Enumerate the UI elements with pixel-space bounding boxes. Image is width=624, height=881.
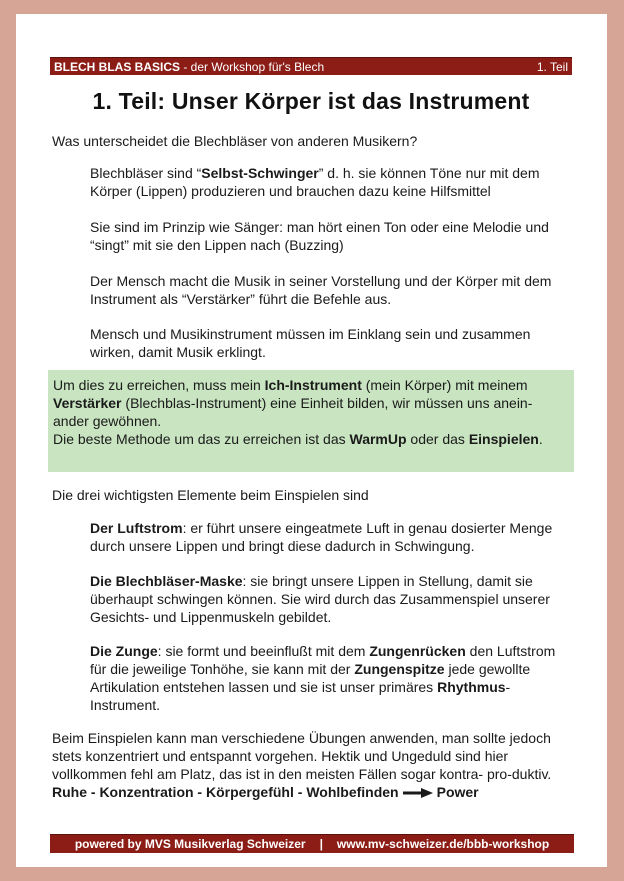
intro-question: Was unterscheidet die Blechbläser von anderen Musikern? [52,133,418,149]
document-page [16,14,607,867]
elements-intro: Die drei wichtigsten Elemente beim Einspielen sind [52,487,369,503]
footer-separator: | [319,837,323,851]
element-maske: Die Blechbläser-Maske: sie bringt unsere Lippen in Stellung, damit sie überhaupt schwingen können. Sie wird durch das Zusammenspiel unserer Gesichts- und Lippenmuskeln gebildet. [90,573,550,625]
footer-url-link[interactable]: www.mv-schweizer.de/bbb-workshop [336,837,550,851]
paragraph-vorstellung: Der Mensch macht die Musik in seiner Vorstellung und der Körper mit dem Instrument als “Verstärker” führt die Befehle aus. [90,273,552,307]
paragraph-saenger: Sie sind im Prinzip wie Sänger: man hört einen Ton oder eine Melodie und “singt” mit sie den Lippen nach (Buzzing) [90,219,549,253]
header-bar [50,57,572,75]
paragraph-selbst-schwinger: Blechbläser sind “Selbst-Schwinger” d. h. sie können Töne nur mit dem Körper (Lippen) produzieren und brauchen dazu keine Hilfsmittel [90,165,540,199]
footer-bar [50,834,574,853]
page-title: 1. Teil: Unser Körper ist das Instrument [92,88,530,114]
closing-paragraph: Beim Einspielen kann man verschiedene Übungen anwenden, man sollte jedoch stets konzentriert und entspannt vorgehen. Hektik und Ungeduld sind hier vollkommen fehl am Platz, das ist in den meisten Fällen sogar kontra- pro-duktiv. Ruhe - Konzentration - Körpergefühl - Wohlbefinden Power [52,730,552,800]
highlight-text: Um dies zu erreichen, muss mein Ich-Instrument (mein Körper) mit meinem Verstärker (Blechblas-Instrument) eine Einheit bilden, wir müssen uns anein-ander gewöhnen. Die beste Methode um das zu erreichen ist das WarmUp oder das Einspielen. [53,377,543,447]
footer-publisher: powered by MVS Musikverlag Schweizer [74,837,306,851]
arrow-right-icon [403,788,433,798]
element-luftstrom: Der Luftstrom: er führt unsere eingeatmete Luft in genau dosierter Menge durch unsere Lippen und bringt diese dadurch in Schwingung. [90,520,553,554]
element-zunge: Die Zunge: sie formt und beeinflußt mit dem Zungenrücken den Luftstrom für die jeweilige Tonhöhe, sie kann mit der Zungenspitze jede gewollte Artikulation entstehen lassen und sie ist unser primäres Rhythmus-Instrument. [90,643,556,713]
header-title: BLECH BLAS BASICS - der Workshop für's Blech [54,59,325,74]
paragraph-einklang: Mensch und Musikinstrument müssen im Einklang sein und zusammen wirken, damit Musik erklingt. [90,326,531,360]
highlight-box [48,370,574,472]
header-part-label: 1. Teil [536,59,568,74]
